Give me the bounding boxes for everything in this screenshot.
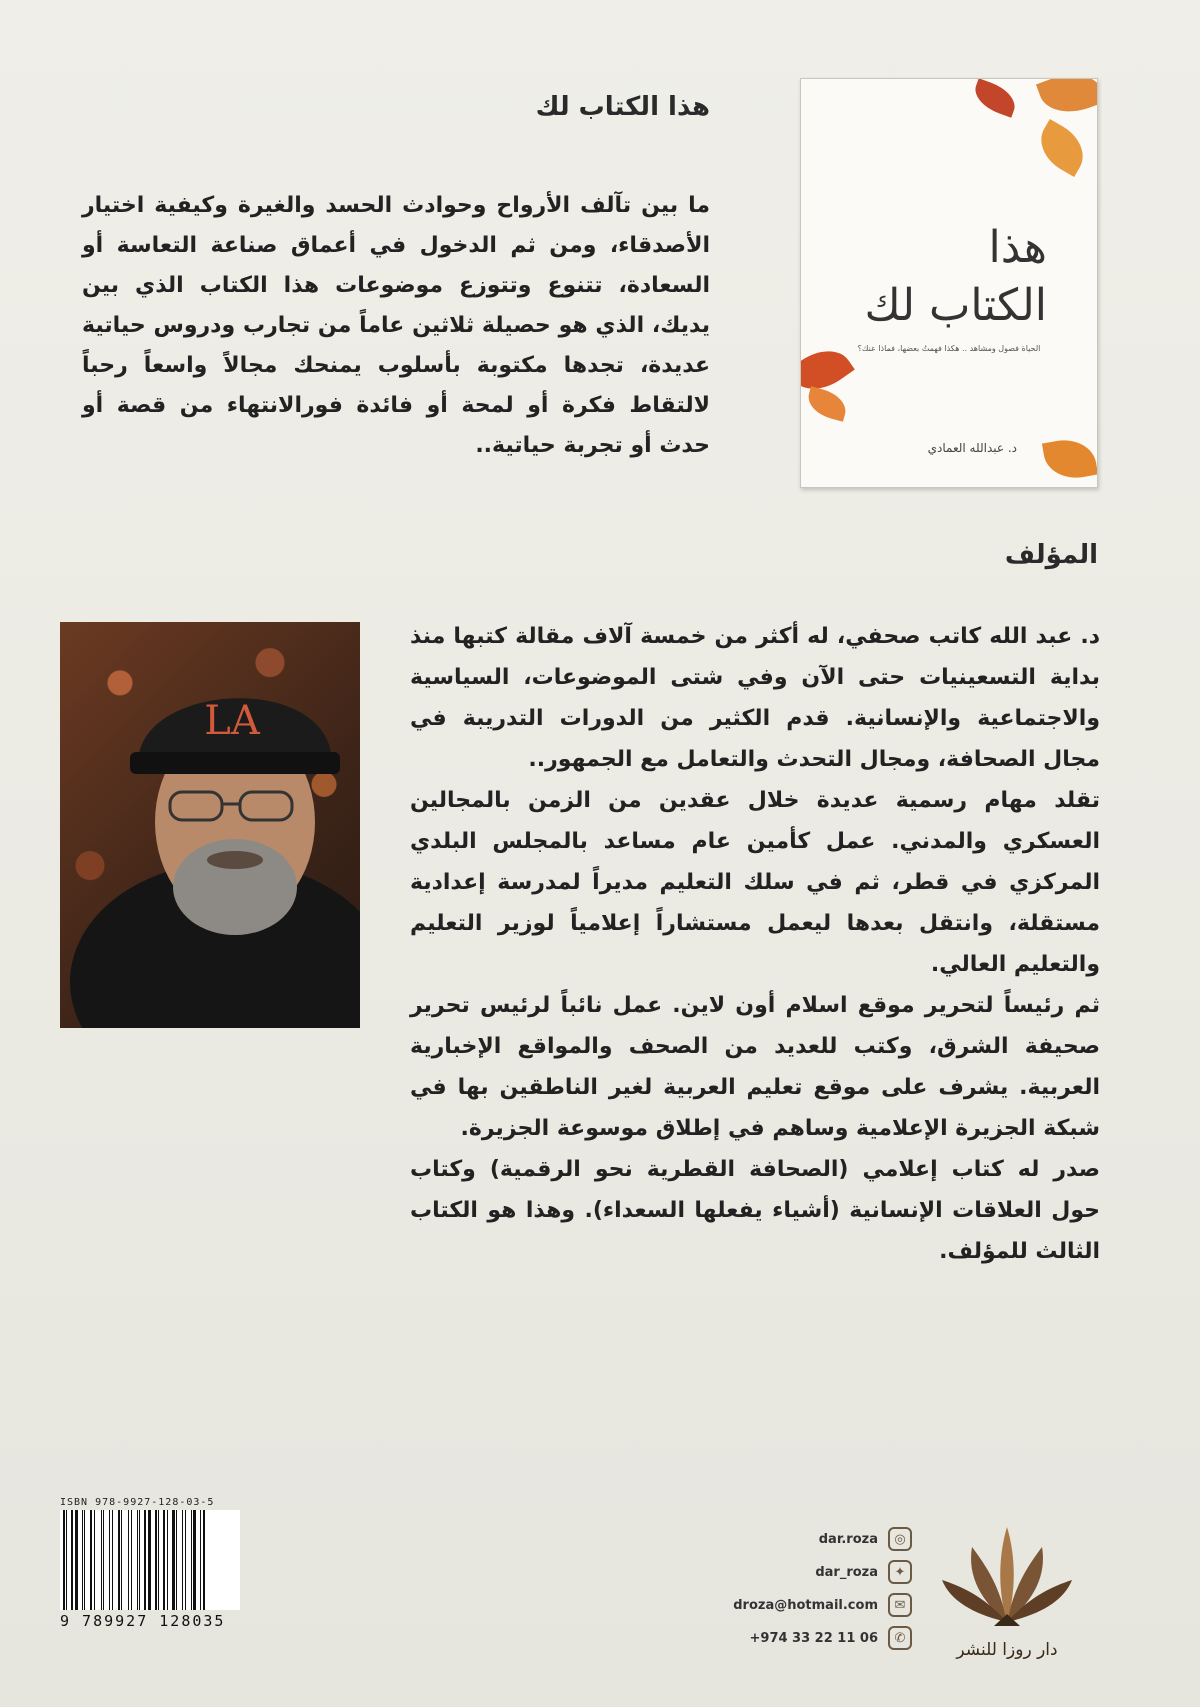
contact-twitter[interactable] <box>700 1555 912 1589</box>
author-portrait-illustration <box>60 622 360 1028</box>
barcode-bar <box>163 1510 165 1610</box>
barcode-bar <box>193 1510 196 1610</box>
contact-instagram[interactable] <box>700 1522 912 1556</box>
cover-publisher-logo <box>931 485 965 488</box>
barcode-bar <box>71 1510 73 1610</box>
barcode-bar <box>179 1510 181 1610</box>
barcode-bar <box>133 1510 135 1610</box>
barcode-bar <box>82 1510 83 1610</box>
blurb-text: ما بين تآلف الأرواح وحوادث الحسد والغيرة وكيفية اختيار الأصدقاء، ومن ثم الدخول في أعماق صناعة التعاسة أو السعادة، تتنوع وتتوزع موضوعات هذا الكتاب الذي بين يديك، الذي هو حصيلة ثلاثين عاماً من تجارب ودروس حياتية عديدة، تجدها مكتوبة بأسلوب يمنحك مجالاً واسعاً رحباً لالتقاط فكرة أو لمحة أو فائدة فورالانتهاء من قصة أو حدث أو تجربة حياتية.. <box>82 193 710 458</box>
barcode-bar <box>106 1510 108 1610</box>
barcode-bar <box>87 1510 89 1610</box>
email-icon: ✉ <box>888 1593 912 1617</box>
cover-author: د. عبدالله العمادي <box>927 441 1017 455</box>
bio-paragraph: ثم رئيساً لتحرير موقع اسلام أون لاين. عمل نائباً لرئيس تحرير صحيفة الشرق، وكتب للعديد من الصحف والمواقع الإخبارية العربية. يشرف على موقع تعليم العربية لغير الناطقين بها في شبكة الجزيرة الإعلامية وساهم في إطلاق موسوعة الجزيرة. <box>410 993 1100 1141</box>
barcode-bar <box>101 1510 102 1610</box>
barcode-bar <box>203 1510 205 1610</box>
whatsapp-icon: ✆ <box>888 1626 912 1650</box>
barcode-bar <box>114 1510 116 1610</box>
bio-paragraph: د. عبد الله كاتب صحفي، له أكثر من خمسة آلاف مقالة كتبها منذ بداية التسعينيات حتى الآن وفي شتى الموضوعات، السياسية والاجتماعية والإنسانية. قدم الكثير من الدورات التدريبة في مجال الصحافة، ومجال التحدث والتعامل مع الجمهور.. <box>410 624 1100 772</box>
leaf-decoration <box>970 78 1020 117</box>
contact-email[interactable] <box>700 1588 912 1622</box>
barcode-bar <box>172 1510 175 1610</box>
barcode-bar <box>96 1510 99 1610</box>
barcode-bar <box>185 1510 186 1610</box>
barcode-bar <box>103 1510 104 1610</box>
barcode-bar <box>63 1510 65 1610</box>
ean-number: 9 789927 128035 <box>60 1612 226 1630</box>
bio-paragraph: تقلد مهام رسمية عديدة خلال عقدين من الزمن بالمجالين العسكري والمدني. عمل كأمين عام مساعد بالمجلس البلدي المركزي في قطر، ثم في سلك التعليم مديراً لمدرسة إعدادية مستقلة، وانتقل بعدها ليعمل مستشاراً إعلامياً لوزير التعليم والتعليم العالي. <box>410 788 1100 977</box>
barcode-bar <box>131 1510 132 1610</box>
contact-text: droza@hotmail.com <box>733 1597 878 1613</box>
barcode-bar <box>206 1510 207 1610</box>
barcode-bar <box>142 1510 143 1610</box>
barcode-bar <box>144 1510 146 1610</box>
barcode-bar <box>84 1510 85 1610</box>
barcode-bar <box>109 1510 110 1610</box>
cover-subtitle: الحياة فصول ومشاهد .. هكذا فهمتُ بعضها، فماذا عنك؟ <box>857 344 1041 353</box>
cover-title-line1: هذا <box>988 222 1047 273</box>
barcode-bar <box>124 1510 127 1610</box>
barcode-bar <box>167 1510 168 1610</box>
leaf-decoration <box>804 386 849 421</box>
cover-title-line2: الكتاب لك <box>864 280 1047 331</box>
author-bio <box>410 616 1100 1272</box>
author-photo <box>60 622 360 1028</box>
barcode-bar <box>198 1510 199 1610</box>
barcode-bar <box>121 1510 122 1610</box>
barcode-bar <box>182 1510 183 1610</box>
isbn-barcode <box>60 1497 240 1637</box>
barcode-bar <box>191 1510 192 1610</box>
barcode-bar <box>112 1510 113 1610</box>
barcode-bar <box>75 1510 78 1610</box>
barcode-bar <box>66 1510 67 1610</box>
contact-text: dar_roza <box>815 1564 878 1580</box>
cap-logo: LA <box>204 698 260 744</box>
publisher-logo <box>932 1522 1082 1632</box>
barcode-bar <box>187 1510 189 1610</box>
barcode-bars <box>60 1510 240 1610</box>
leaf-decoration <box>1036 78 1098 122</box>
barcode-bar <box>158 1510 159 1610</box>
cover-title <box>847 219 1047 335</box>
barcode-bar <box>90 1510 92 1610</box>
twitter-icon: ✦ <box>888 1560 912 1584</box>
barcode-bar <box>139 1510 140 1610</box>
barcode-bar <box>94 1510 95 1610</box>
contact-whatsapp[interactable] <box>700 1621 912 1655</box>
barcode-bar <box>161 1510 162 1610</box>
instagram-icon: ◎ <box>888 1527 912 1551</box>
leaf-decoration <box>1031 119 1093 177</box>
barcode-bar <box>69 1510 70 1610</box>
blurb-heading: هذا الكتاب لك <box>535 92 710 122</box>
leaf-decoration <box>1042 435 1098 483</box>
barcode-bar <box>148 1510 151 1610</box>
contact-text: dar.roza <box>818 1531 878 1547</box>
bio-paragraph: صدر له كتاب إعلامي (الصحافة القطرية نحو الرقمية) وكتاب حول العلاقات الإنسانية (أشياء يفعلها السعداء). وهذا هو الكتاب الثالث للمؤلف. <box>410 1157 1100 1264</box>
contact-text: +974 33 22 11 06 <box>749 1630 878 1646</box>
barcode-bar <box>200 1510 201 1610</box>
author-heading: المؤلف <box>1004 540 1098 570</box>
publisher-name: دار روزا للنشر <box>956 1640 1058 1660</box>
barcode-bar <box>152 1510 153 1610</box>
barcode-bar <box>176 1510 177 1610</box>
barcode-bar <box>169 1510 170 1610</box>
barcode-bar <box>118 1510 120 1610</box>
isbn-number: ISBN 978-9927-128-03-5 <box>60 1497 215 1508</box>
barcode-bar <box>128 1510 129 1610</box>
barcode-bar <box>79 1510 80 1610</box>
barcode-bar <box>137 1510 138 1610</box>
book-cover-thumbnail <box>800 78 1098 488</box>
barcode-bar <box>155 1510 157 1610</box>
